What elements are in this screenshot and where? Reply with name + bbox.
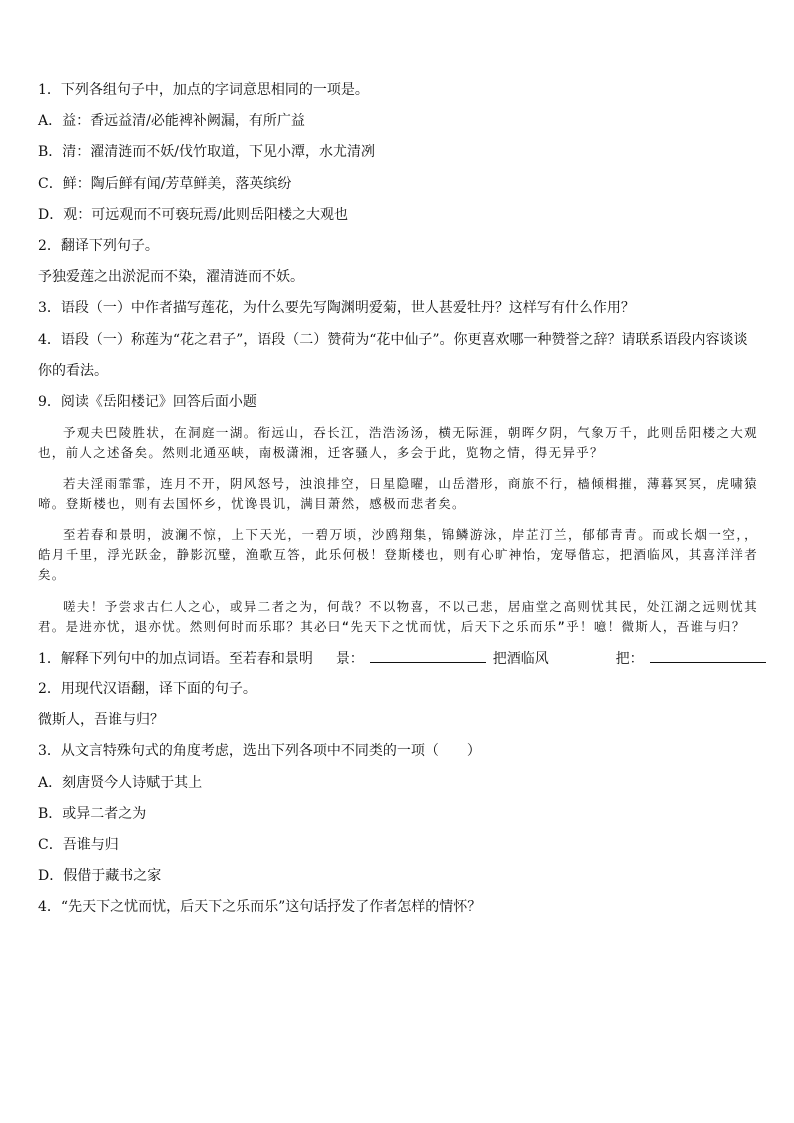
sub-option-c: C．吾谁与归 <box>38 836 119 853</box>
option-a: A．益：香远益清/必能裨补阙漏，有所广益 <box>38 113 305 130</box>
option-c: C．鲜：陶后鲜有闻/芳草鲜美，落英缤纷 <box>38 175 292 192</box>
sub-option-d: D．假借于藏书之家 <box>38 868 162 885</box>
passage-paragraph: 至若春和景明，波澜不惊，上下天光，一碧万顷，沙鸥翔集，锦鳞游泳，岸芷汀兰，郁郁青青。而或长烟一空，，皓月千里，浮光跃金，静影沉璧，渔歌互答，此乐何极！登斯楼也，则有心旷神怡，宠辱偕忘，把酒临风，其喜洋洋者矣。 <box>38 527 758 583</box>
subquestion-2-sentence: 微斯人，吾谁与归？ <box>38 712 164 729</box>
subquestion-1-mid: 把酒临风 <box>492 650 549 667</box>
question-4-line2: 你的看法。 <box>38 362 108 379</box>
subquestion-4: 4．“先天下之忧而忧，后天下之乐而乐”这句话抒发了作者怎样的情怀？ <box>38 899 482 916</box>
sub-option-b: B．或异二者之为 <box>38 805 147 822</box>
option-d: D．观：可远观而不可亵玩焉/此则岳阳楼之大观也 <box>38 206 348 223</box>
answer-blank-jing[interactable] <box>370 648 486 663</box>
subquestion-1 <box>38 648 758 668</box>
label-ba: 把： <box>615 650 644 667</box>
label-jing: 景： <box>335 650 364 667</box>
subquestion-3: 3．从文言特殊句式的角度考虑，选出下列各项中不同类的一项（ ） <box>38 743 481 760</box>
question-9: 9．阅读《岳阳楼记》回答后面小题 <box>38 393 257 410</box>
passage-paragraph: 若夫淫雨霏霏，连月不开，阴风怒号，浊浪排空，日星隐曜，山岳潜形，商旅不行，樯倾楫摧，薄暮冥冥，虎啸猿啼。登斯楼也，则有去国怀乡，忧谗畏讥，满目萧然，感极而悲者矣。 <box>38 476 758 512</box>
document-page <box>38 80 758 929</box>
sub-option-a: A．刻唐贤今人诗赋于其上 <box>38 774 203 791</box>
question-1: 1．下列各组句子中，加点的字词意思相同的一项是。 <box>38 82 369 98</box>
passage-paragraph: 予观夫巴陵胜状，在洞庭一湖。衔远山，吞长江，浩浩汤汤，横无际涯，朝晖夕阴，气象万千，此则岳阳楼之大观也，前人之述备矣。然则北通巫峡，南极潇湘，迁客骚人，多会于此，览物之情，得无异乎？ <box>38 425 758 461</box>
question-4-line1: 4．语段（一）称莲为“花之君子”，语段（二）赞荷为“花中仙子”。你更喜欢哪一种赞誉之辞？请联系语段内容谈谈 <box>38 331 748 348</box>
option-b: B．清：濯清涟而不妖/伐竹取道，下见小潭，水尤清冽 <box>38 144 376 161</box>
question-2: 2．翻译下列句子。 <box>38 237 159 254</box>
answer-blank-ba[interactable] <box>650 648 766 663</box>
sentence-to-translate: 予独爱莲之出淤泥而不染，濯清涟而不妖。 <box>38 269 304 286</box>
subquestion-1-text: 1．解释下列句中的加点词语。至若春和景明 <box>38 650 313 667</box>
classical-passage <box>38 423 758 637</box>
subquestion-2: 2．用现代汉语翻，译下面的句子。 <box>38 681 257 697</box>
passage-paragraph: 嗟夫！予尝求古仁人之心，或异二者之为，何哉？不以物喜，不以己悲，居庙堂之高则忧其民，处江湖之远则忧其君。是进亦忧，退亦忧。然则何时而乐耶？其必曰“先天下之忧而忧，后天下之乐而乐”乎！噫！微斯人，吾谁与归？ <box>38 598 758 634</box>
question-3: 3．语段（一）中作者描写莲花，为什么要先写陶渊明爱菊，世人甚爱牡丹？这样写有什么作用？ <box>38 300 635 317</box>
